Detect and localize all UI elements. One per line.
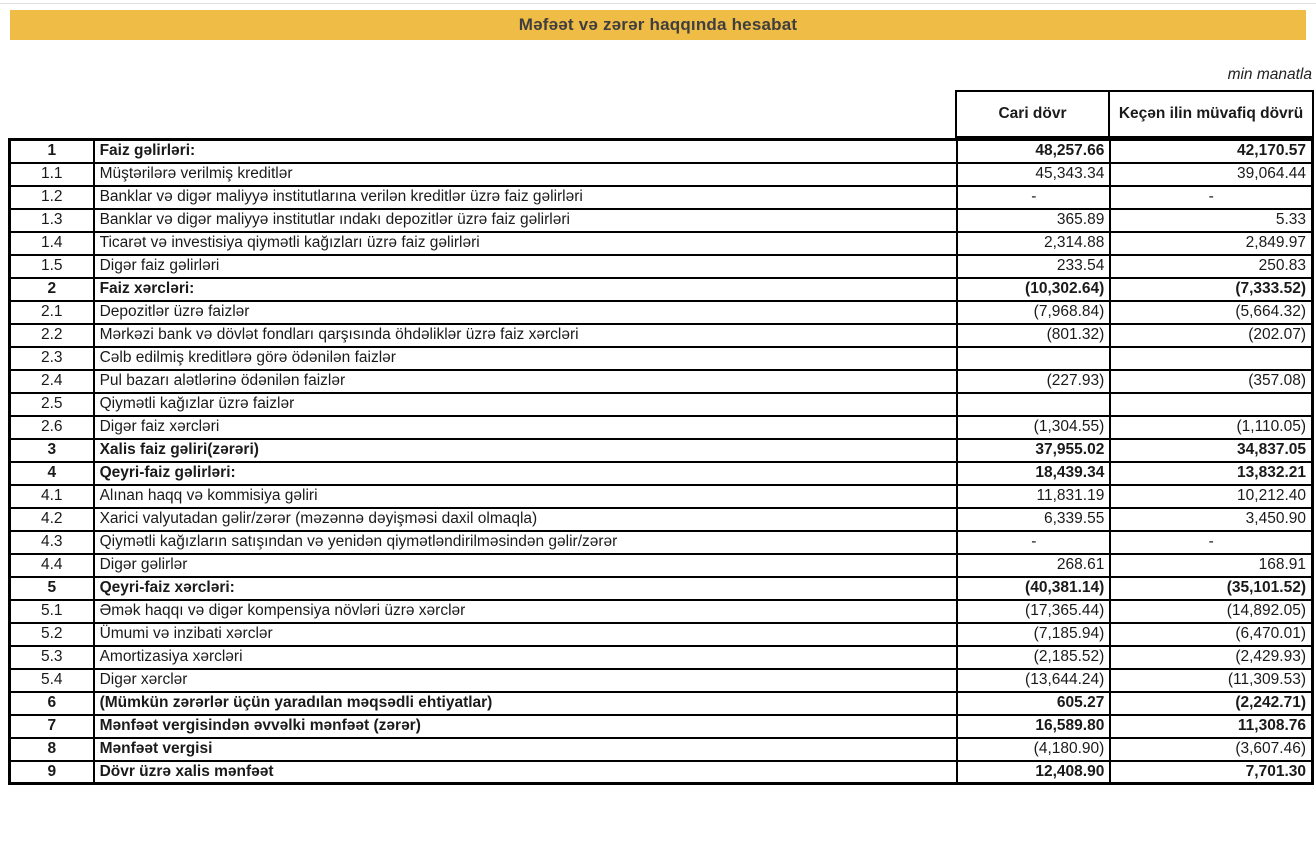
previous-value-cell: 3,450.90 <box>1110 508 1312 531</box>
current-value-cell: 233.54 <box>957 255 1110 278</box>
table-row <box>10 646 1313 669</box>
table-row <box>10 577 1313 600</box>
row-label-cell: Qeyri-faiz gəlirləri: <box>94 462 958 485</box>
previous-value-cell: 13,832.21 <box>1110 462 1312 485</box>
table-column-header <box>955 90 1314 138</box>
top-divider-line <box>0 3 1316 4</box>
row-label-cell: Pul bazarı alətlərinə ödənilən faizlər <box>94 370 958 393</box>
report-title: Məfəət və zərər haqqında hesabat <box>518 15 798 34</box>
report-title-bar <box>10 10 1306 40</box>
row-label-cell: Qeyri-faiz xərcləri: <box>94 577 958 600</box>
current-value-cell: 2,314.88 <box>957 232 1110 255</box>
table-row <box>10 140 1313 163</box>
table-row <box>10 416 1313 439</box>
table-row <box>10 209 1313 232</box>
current-value-cell: (7,968.84) <box>957 301 1110 324</box>
previous-value-cell: 42,170.57 <box>1110 140 1312 163</box>
table-row <box>10 278 1313 301</box>
current-value-cell: - <box>957 531 1110 554</box>
row-number-cell: 2.2 <box>10 324 94 347</box>
current-value-cell: 18,439.34 <box>957 462 1110 485</box>
previous-value-cell: 7,701.30 <box>1110 761 1312 784</box>
table-row <box>10 508 1313 531</box>
previous-value-cell: 34,837.05 <box>1110 439 1312 462</box>
row-number-cell: 1.1 <box>10 163 94 186</box>
current-value-cell <box>957 347 1110 370</box>
current-value-cell: (801.32) <box>957 324 1110 347</box>
column-header-previous: Keçən ilin müvafiq dövrü <box>1118 105 1304 123</box>
current-value-cell: 268.61 <box>957 554 1110 577</box>
current-value-cell: (40,381.14) <box>957 577 1110 600</box>
table-row <box>10 301 1313 324</box>
row-number-cell: 4.1 <box>10 485 94 508</box>
row-label-cell: Digər xərclər <box>94 669 958 692</box>
previous-value-cell: 11,308.76 <box>1110 715 1312 738</box>
current-value-cell: 12,408.90 <box>957 761 1110 784</box>
previous-value-cell: (7,333.52) <box>1110 278 1312 301</box>
current-value-cell: 45,343.34 <box>957 163 1110 186</box>
row-number-cell: 9 <box>10 761 94 784</box>
row-label-cell: Qiymətli kağızlar üzrə faizlər <box>94 393 958 416</box>
row-number-cell: 2.5 <box>10 393 94 416</box>
row-number-cell: 6 <box>10 692 94 715</box>
row-number-cell: 4 <box>10 462 94 485</box>
row-number-cell: 1.5 <box>10 255 94 278</box>
current-value-cell: 11,831.19 <box>957 485 1110 508</box>
row-label-cell: Cəlb edilmiş kreditlərə görə ödənilən faizlər <box>94 347 958 370</box>
row-number-cell: 2.3 <box>10 347 94 370</box>
row-label-cell: Ümumi və inzibati xərclər <box>94 623 958 646</box>
previous-value-cell: 10,212.40 <box>1110 485 1312 508</box>
previous-value-cell: (6,470.01) <box>1110 623 1312 646</box>
current-value-cell: (13,644.24) <box>957 669 1110 692</box>
previous-value-cell: (202.07) <box>1110 324 1312 347</box>
table-row <box>10 232 1313 255</box>
previous-value-cell: (14,892.05) <box>1110 600 1312 623</box>
row-number-cell: 4.3 <box>10 531 94 554</box>
table-row <box>10 485 1313 508</box>
previous-value-cell <box>1110 347 1312 370</box>
previous-value-cell: 5.33 <box>1110 209 1312 232</box>
previous-value-cell: 2,849.97 <box>1110 232 1312 255</box>
row-number-cell: 1.4 <box>10 232 94 255</box>
previous-value-cell: - <box>1110 531 1312 554</box>
row-label-cell: Digər gəlirlər <box>94 554 958 577</box>
current-value-cell: 16,589.80 <box>957 715 1110 738</box>
current-value-cell: (227.93) <box>957 370 1110 393</box>
previous-value-cell: (35,101.52) <box>1110 577 1312 600</box>
row-label-cell: Mənfəət vergisindən əvvəlki mənfəət (zərər) <box>94 715 958 738</box>
current-value-cell: 6,339.55 <box>957 508 1110 531</box>
row-label-cell: Əmək haqqı və digər kompensiya növləri üzrə xərclər <box>94 600 958 623</box>
row-label-cell: Xalis faiz gəliri(zərəri) <box>94 439 958 462</box>
row-label-cell: Alınan haqq və kommisiya gəliri <box>94 485 958 508</box>
table-row <box>10 370 1313 393</box>
table-row <box>10 761 1313 784</box>
row-label-cell: Banklar və digər maliyyə institutlar ındakı depozitlər üzrə faiz gəlirləri <box>94 209 958 232</box>
row-number-cell: 4.2 <box>10 508 94 531</box>
table-row <box>10 669 1313 692</box>
current-value-cell: 365.89 <box>957 209 1110 232</box>
row-label-cell: Müştərilərə verilmiş kreditlər <box>94 163 958 186</box>
current-value-cell: (2,185.52) <box>957 646 1110 669</box>
table-row <box>10 163 1313 186</box>
previous-value-cell: 250.83 <box>1110 255 1312 278</box>
row-number-cell: 1.3 <box>10 209 94 232</box>
row-number-cell: 1.2 <box>10 186 94 209</box>
row-label-cell: Ticarət və investisiya qiymətli kağızları üzrə faiz gəlirləri <box>94 232 958 255</box>
profit-loss-table <box>8 138 1314 785</box>
current-value-cell: (10,302.64) <box>957 278 1110 301</box>
row-number-cell: 5.4 <box>10 669 94 692</box>
current-value-cell: 605.27 <box>957 692 1110 715</box>
row-label-cell: Depozitlər üzrə faizlər <box>94 301 958 324</box>
row-label-cell: (Mümkün zərərlər üçün yaradılan məqsədli ehtiyatlar) <box>94 692 958 715</box>
previous-value-cell: 39,064.44 <box>1110 163 1312 186</box>
table-row <box>10 255 1313 278</box>
current-value-cell <box>957 393 1110 416</box>
table-row <box>10 347 1313 370</box>
current-value-cell: (17,365.44) <box>957 600 1110 623</box>
row-label-cell: Mənfəət vergisi <box>94 738 958 761</box>
table-row <box>10 531 1313 554</box>
current-value-cell: (4,180.90) <box>957 738 1110 761</box>
row-number-cell: 4.4 <box>10 554 94 577</box>
row-label-cell: Mərkəzi bank və dövlət fondları qarşısında öhdəliklər üzrə faiz xərcləri <box>94 324 958 347</box>
previous-value-cell: (5,664.32) <box>1110 301 1312 324</box>
current-value-cell: - <box>957 186 1110 209</box>
table-row <box>10 715 1313 738</box>
previous-value-cell: (1,110.05) <box>1110 416 1312 439</box>
row-number-cell: 5.2 <box>10 623 94 646</box>
previous-value-cell: 168.91 <box>1110 554 1312 577</box>
row-label-cell: Digər faiz gəlirləri <box>94 255 958 278</box>
table-row <box>10 623 1313 646</box>
table-row <box>10 600 1313 623</box>
current-value-cell: 48,257.66 <box>957 140 1110 163</box>
row-label-cell: Dövr üzrə xalis mənfəət <box>94 761 958 784</box>
previous-value-cell: (3,607.46) <box>1110 738 1312 761</box>
row-number-cell: 1 <box>10 140 94 163</box>
table-row <box>10 324 1313 347</box>
row-number-cell: 5.3 <box>10 646 94 669</box>
current-value-cell: (7,185.94) <box>957 623 1110 646</box>
row-number-cell: 8 <box>10 738 94 761</box>
previous-value-cell: (357.08) <box>1110 370 1312 393</box>
table-row <box>10 738 1313 761</box>
previous-value-cell: (11,309.53) <box>1110 669 1312 692</box>
row-number-cell: 2.6 <box>10 416 94 439</box>
row-number-cell: 5.1 <box>10 600 94 623</box>
current-value-cell: 37,955.02 <box>957 439 1110 462</box>
unit-note: min manatla <box>1227 66 1312 83</box>
table-row <box>10 692 1313 715</box>
table-row <box>10 186 1313 209</box>
row-label-cell: Qiymətli kağızların satışından və yenidən qiymətləndirilməsindən gəlir/zərər <box>94 531 958 554</box>
column-header-current: Cari dövr <box>957 92 1110 136</box>
row-number-cell: 2 <box>10 278 94 301</box>
previous-value-cell: - <box>1110 186 1312 209</box>
row-label-cell: Amortizasiya xərcləri <box>94 646 958 669</box>
row-number-cell: 2.4 <box>10 370 94 393</box>
current-value-cell: (1,304.55) <box>957 416 1110 439</box>
table-row <box>10 439 1313 462</box>
previous-value-cell <box>1110 393 1312 416</box>
row-label-cell: Digər faiz xərcləri <box>94 416 958 439</box>
table-row <box>10 462 1313 485</box>
row-number-cell: 3 <box>10 439 94 462</box>
row-label-cell: Faiz xərcləri: <box>94 278 958 301</box>
row-number-cell: 7 <box>10 715 94 738</box>
table-row <box>10 554 1313 577</box>
table-body <box>10 140 1313 784</box>
row-label-cell: Xarici valyutadan gəlir/zərər (məzənnə dəyişməsi daxil olmaqla) <box>94 508 958 531</box>
previous-value-cell: (2,242.71) <box>1110 692 1312 715</box>
previous-value-cell: (2,429.93) <box>1110 646 1312 669</box>
row-label-cell: Banklar və digər maliyyə institutlarına verilən kreditlər üzrə faiz gəlirləri <box>94 186 958 209</box>
row-number-cell: 5 <box>10 577 94 600</box>
table-row <box>10 393 1313 416</box>
row-number-cell: 2.1 <box>10 301 94 324</box>
row-label-cell: Faiz gəlirləri: <box>94 140 958 163</box>
